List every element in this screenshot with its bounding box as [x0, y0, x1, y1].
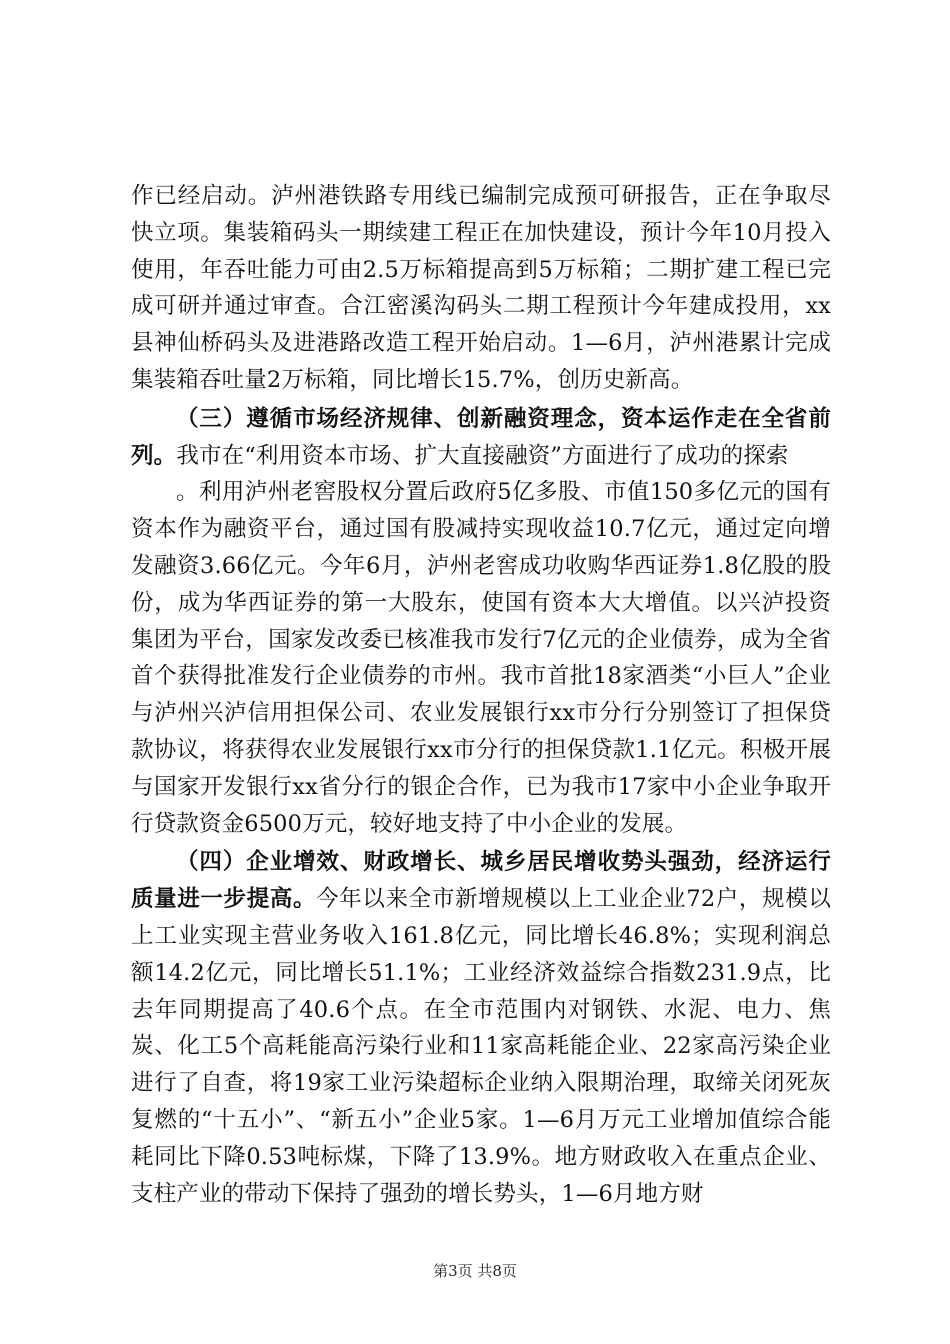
paragraph-capital-operation	[131, 474, 831, 842]
paragraph-port-construction	[131, 178, 831, 399]
page-number-footer: 第3页 共8页	[433, 1262, 517, 1280]
paragraph-text: 作已经启动。泸州港铁路专用线已编制完成预可研报告，正在争取尽快立项。集装箱码头一期续建工程正在加快建设，预计今年10月投入使用，年吞吐能力可由2.5万标箱提高到5万标箱；二期扩建工程已完成可研并通过审查。合江密溪沟码头二期工程预计今年建成投用，xx县神仙桥码头及进港路改造工程开始启动。1—6月，泸州港累计完成集装箱吞吐量2万标箱，同比增长15.7%，创历史新高。	[131, 183, 831, 393]
section-three-lead: 我市在“利用资本市场、扩大直接融资”方面进行了成功的探索	[176, 442, 789, 469]
section-four-heading: （四）企业增效、财政增长、城乡居民增收势头强劲，经济运行质量进一步提高。	[131, 849, 831, 913]
section-four-text: 今年以来全市新增规模以上工业企业72户，规模以上工业实现主营业务收入161.8亿元，同比增长46.8%；实现利润总额14.2亿元，同比增长51.1%；工业经济效益综合指数231.9点，比去年同期提高了40.6个点。在全市范围内对钢铁、水泥、电力、焦炭、化工5个高耗能高污染行业和11家高耗能企业、22家高污染企业进行了自查，将19家工业污染超标企业纳入限期治理，取缔关闭死灰复燃的“十五小”、“新五小”企业5家。1—6月万元工业增加值综合能耗同比下降0.53吨标煤，下降了13.9%。地方财政收入在重点企业、支柱产业的带动下保持了强劲的增长势头，1—6月地方财	[131, 886, 831, 1207]
paragraph-text: 。利用泸州老窖股权分置后政府5亿多股、市值150多亿元的国有资本作为融资平台，通过国有股减持实现收益10.7亿元，通过定向增发融资3.66亿元。今年6月，泸州老窖成功收购华西证券1.8亿股的股份，成为华西证券的第一大股东，使国有资本大大增值。以兴泸投资集团为平台，国家发改委已核准我市发行7亿元的企业债券，成为全省首个获得批准发行企业债券的市州。我市首批18家酒类“小巨人”企业与泸州兴泸信用担保公司、农业发展银行xx市分行分别签订了担保贷款协议，将获得农业发展银行xx市分行的担保贷款1.1亿元。积极开展与国家开发银行xx省分行的银企合作，已为我市17家中小企业争取开行贷款资金6500万元，较好地支持了中小企业的发展。	[131, 479, 831, 837]
document-body	[131, 178, 831, 1212]
paragraph-section-four	[131, 844, 831, 1212]
section-three-heading: （三）遵循市场经济规律、创新融资理念，资本运作走在全省前列。	[131, 405, 831, 469]
paragraph-section-three	[131, 401, 831, 475]
